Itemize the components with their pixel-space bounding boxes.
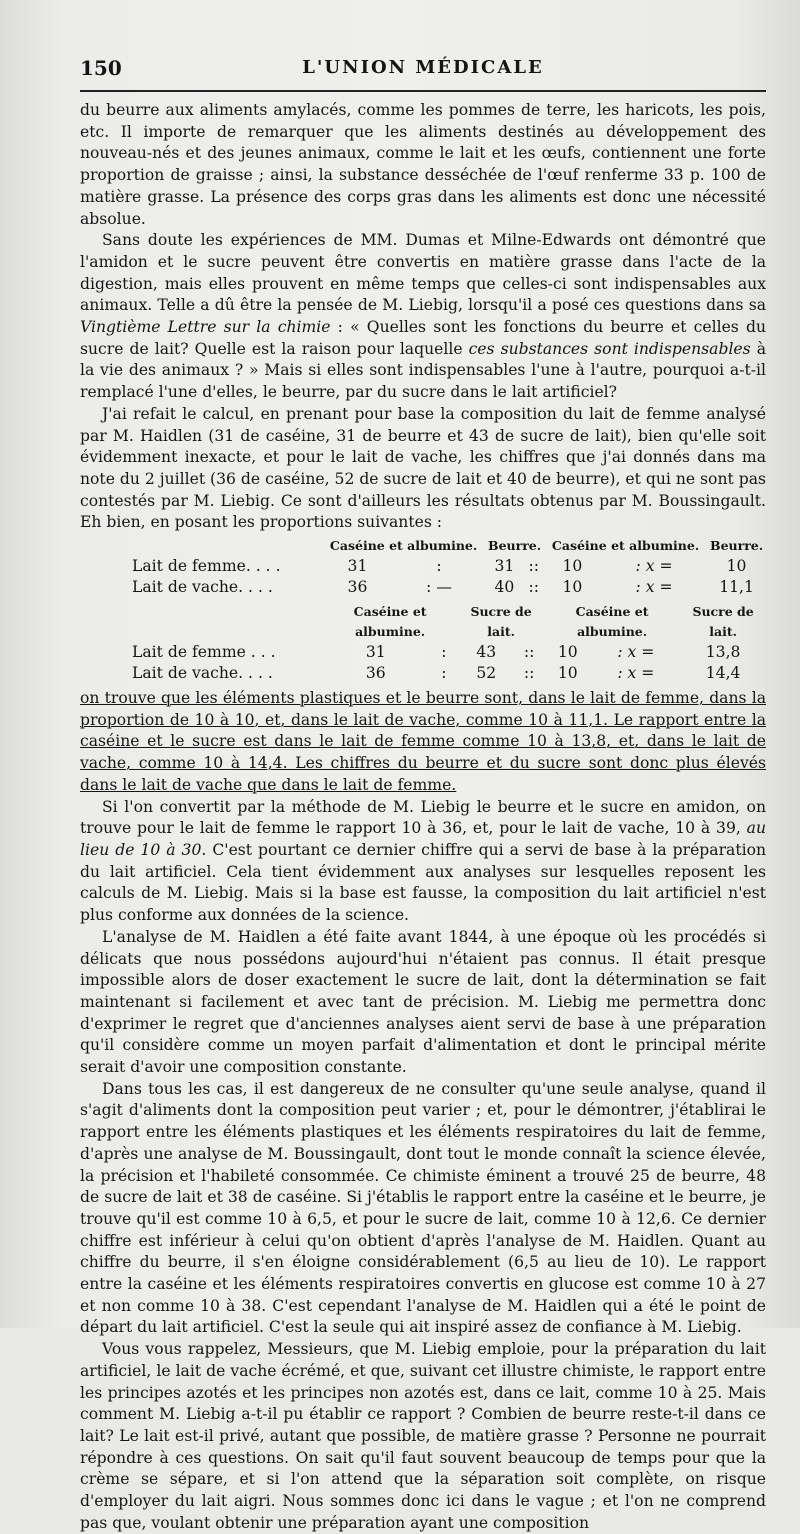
table-cell: 36: [347, 578, 368, 597]
proportions-table-sugar: [80, 602, 766, 684]
table-cell: 10: [562, 557, 583, 576]
table-equation: : x =: [617, 664, 655, 683]
table-equation: : x =: [617, 643, 655, 662]
table-header: Sucre de lait.: [692, 604, 754, 640]
table-cell: 11,1: [719, 578, 754, 597]
table-header: Caséine et albumine.: [353, 604, 427, 640]
table-equation: : x =: [635, 578, 673, 597]
table-row: [80, 556, 766, 577]
table-cell: 43: [476, 643, 497, 662]
page-number: 150: [80, 56, 122, 80]
paragraph-6: L'analyse de M. Haidlen a été faite avant 1844, à une époque où les procédés si délicats que nous possédons aujourd'hui n'étaient pas connus. Il était presque impossible alors de doser exactement le sucre de lait, dont la détermination se fait maintenant si facilement et avec tant de précision. M. Liebig me permettra donc d'exprimer le regret que d'anciennes analyses aient servi de base à une préparation qu'il considère comme un moyen parfait d'alimentation et dont le principal mérite serait d'avoir une composition constante.: [80, 927, 766, 1077]
table-row: [80, 577, 766, 598]
paragraph-5-text-c: . C'est pourtant ce dernier chiffre qui a servi de base à la préparation du lait artificiel. Cela tient évidemment aux analyses sur lesquelles reposent les calculs de M. Liebig. Mais si la base est fausse, la composition du lait artificiel n'est plus conforme aux données de la science.: [80, 840, 767, 925]
paragraph-8: Vous vous rappelez, Messieurs, que M. Liebig emploie, pour la préparation du lait artificiel, le lait de vache écrémé, et que, suivant cet illustre chimiste, le rapport entre les principes azotés et les principes non azotés est, dans ce lait, comme 10 à 25. Mais comment M. Liebig a-t-il pu établir ce rapport ? Combien de beurre reste-t-il dans ce lait? Le lait est-il privé, autant que possible, de matière grasse ? Personne ne pourrait répondre à ces questions. On sait qu'il faut souvent beaucoup de temps pour que la crème se sépare, et si l'on attend que la séparation soit complète, on risque d'employer du lait aigri. Nous sommes donc ici dans le vague ; et l'on ne comprend pas que, voulant obtenir une préparation ayant une composition: [80, 1340, 766, 1532]
paragraph-2-text-c: : « Quelles sont les fonctions du beurre et celles du sucre de lait? Quelle est la raison pour laquelle: [80, 318, 766, 358]
table-cell: 10: [726, 557, 747, 576]
table-cell: 10: [562, 578, 583, 597]
table-cell: 10: [557, 643, 578, 662]
row-label: Lait de vache. . . .: [132, 578, 273, 597]
table-header-row: [80, 602, 766, 642]
table-header: Beurre.: [488, 538, 542, 554]
table-separator: ::: [523, 643, 535, 662]
table-separator: ::: [523, 664, 535, 683]
table-header: Beurre.: [710, 538, 764, 554]
table-cell: 40: [494, 578, 515, 597]
table-cell: 31: [347, 557, 368, 576]
table-cell: 31: [494, 557, 515, 576]
table-separator: :: [441, 664, 447, 683]
row-label: Lait de femme . . .: [132, 643, 276, 662]
table-header: Caséine et albumine.: [551, 538, 700, 554]
proportions-table-butter: [80, 536, 766, 598]
table-separator: : —: [426, 578, 452, 597]
table-equation: : x =: [635, 557, 673, 576]
table-cell: 52: [476, 664, 497, 683]
page-header: [80, 54, 766, 92]
emphasis-italic: au lieu de 10 à 30: [80, 819, 766, 859]
table-row: [80, 642, 766, 663]
table-cell: 36: [365, 664, 386, 683]
table-separator: :: [436, 557, 442, 576]
paragraph-2: [80, 230, 766, 404]
article-body: [80, 100, 766, 1534]
running-title: L'UNION MÉDICALE: [302, 57, 544, 78]
paragraph-4: on trouve que les éléments plastiques et le beurre sont, dans le lait de femme, dans la proportion de 10 à 10, et, dans le lait de vache, comme 10 à 11,1. Le rapport entre la caséine et le sucre est dans le lait de femme comme 10 à 13,8, et, dans le lait de vache, comme 10 à 14,4. Les chiffres du beurre et du sucre sont donc plus élevés dans le lait de vache que dans le lait de femme.: [80, 689, 766, 794]
paragraph-5-text-a: Si l'on convertit par la méthode de M. Liebig le beurre et le sucre en amidon, on trouve pour le lait de femme le rapport 10 à 36, et, pour le lait de vache, 10 à 39,: [80, 797, 766, 838]
table-cell: 31: [365, 643, 386, 662]
table-separator: ::: [528, 578, 540, 597]
table-cell: 13,8: [705, 643, 741, 662]
table-separator: :: [441, 643, 447, 662]
paragraph-2-text-a: Sans doute les expériences de MM. Dumas et Milne-Edwards ont démontré que l'amidon et le sucre peuvent être convertis en matière grasse dans l'acte de la digestion, mais elles prouvent en même temps que celles-ci sont indispensables aux animaux. Telle a dû être la pensée de M. Liebig, lorsqu'il a posé ces questions dans sa: [80, 231, 766, 315]
table-header: Caséine et albumine.: [575, 604, 649, 640]
row-label: Lait de vache. . . .: [132, 664, 273, 683]
paragraph-3: J'ai refait le calcul, en prenant pour base la composition du lait de femme analysé par M. Haidlen (31 de caséine, 31 de beurre et 43 de sucre de lait), bien qu'elle soit évidemment inexacte, et pour le lait de vache, les chiffres que j'ai donnés dans ma note du 2 juillet (36 de caséine, 52 de sucre de lait et 40 de beurre), et qui ne sont pas contestés par M. Liebig. Ce sont d'ailleurs les résultats obtenus par M. Boussingault. Eh bien, en posant les proportions suivantes :: [80, 404, 766, 532]
table-cell: 10: [557, 664, 578, 683]
table-header: Sucre de lait.: [470, 604, 532, 640]
book-title-italic: Vingtième Lettre sur la chimie: [80, 318, 331, 337]
table-header: Caséine et albumine.: [329, 538, 478, 554]
table-row: [80, 663, 766, 684]
row-label: Lait de femme. . . .: [132, 557, 281, 576]
table-separator: ::: [528, 557, 540, 576]
table-cell: 14,4: [705, 664, 741, 683]
paragraph-2-text-e: à la vie des animaux ? » Mais si elles sont indispensables l'une à l'autre, pourquoi a-t-il remplacé l'une d'elles, le beurre, par du sucre dans le lait artificiel?: [80, 339, 766, 402]
quote-italic: ces substances sont indispensables: [468, 339, 751, 358]
paragraph-7: Dans tous les cas, il est dangereux de ne consulter qu'une seule analyse, quand il s'agit d'aliments dont la composition peut varier ; et, pour le démontrer, j'établirai le rapport entre les éléments plastiques et les éléments respiratoires du lait de femme, d'après une analyse de M. Boussingault, dont tout le monde connaît la science élevée, la précision et l'habileté consommée. Ce chimiste éminent a trouvé 25 de beurre, 48 de sucre de lait et 38 de caséine. Si j'établis le rapport entre la caséine et le beurre, je trouve qu'il est comme 10 à 6,5, et pour le sucre de lait, comme 10 à 12,6. Ce dernier chiffre est inférieur à celui qu'on obtient d'après l'analyse de M. Haidlen. Quant au chiffre du beurre, il s'en éloigne considérablement (6,5 au lieu de 10). Le rapport entre la caséine et les éléments respiratoires convertis en glucose est comme 10 à 27 et non comme 10 à 38. C'est cependant l'analyse de M. Haidlen qui a été le point de départ du lait artificiel. C'est la seule qui ait inspiré assez de confiance à M. Liebig.: [80, 1079, 766, 1337]
paragraph-5: [80, 797, 766, 927]
table-header-row: [80, 536, 766, 556]
paragraph-1: du beurre aux aliments amylacés, comme les pommes de terre, les haricots, les pois, etc. Il importe de remarquer que les aliments destinés au développement des nouveau-nés et des jeunes animaux, comme le lait et les œufs, contiennent une forte proportion de graisse ; ainsi, la substance desséchée de l'œuf renferme 33 p. 100 de matière grasse. La présence des corps gras dans les aliments est donc une nécessité absolue.: [80, 101, 766, 228]
